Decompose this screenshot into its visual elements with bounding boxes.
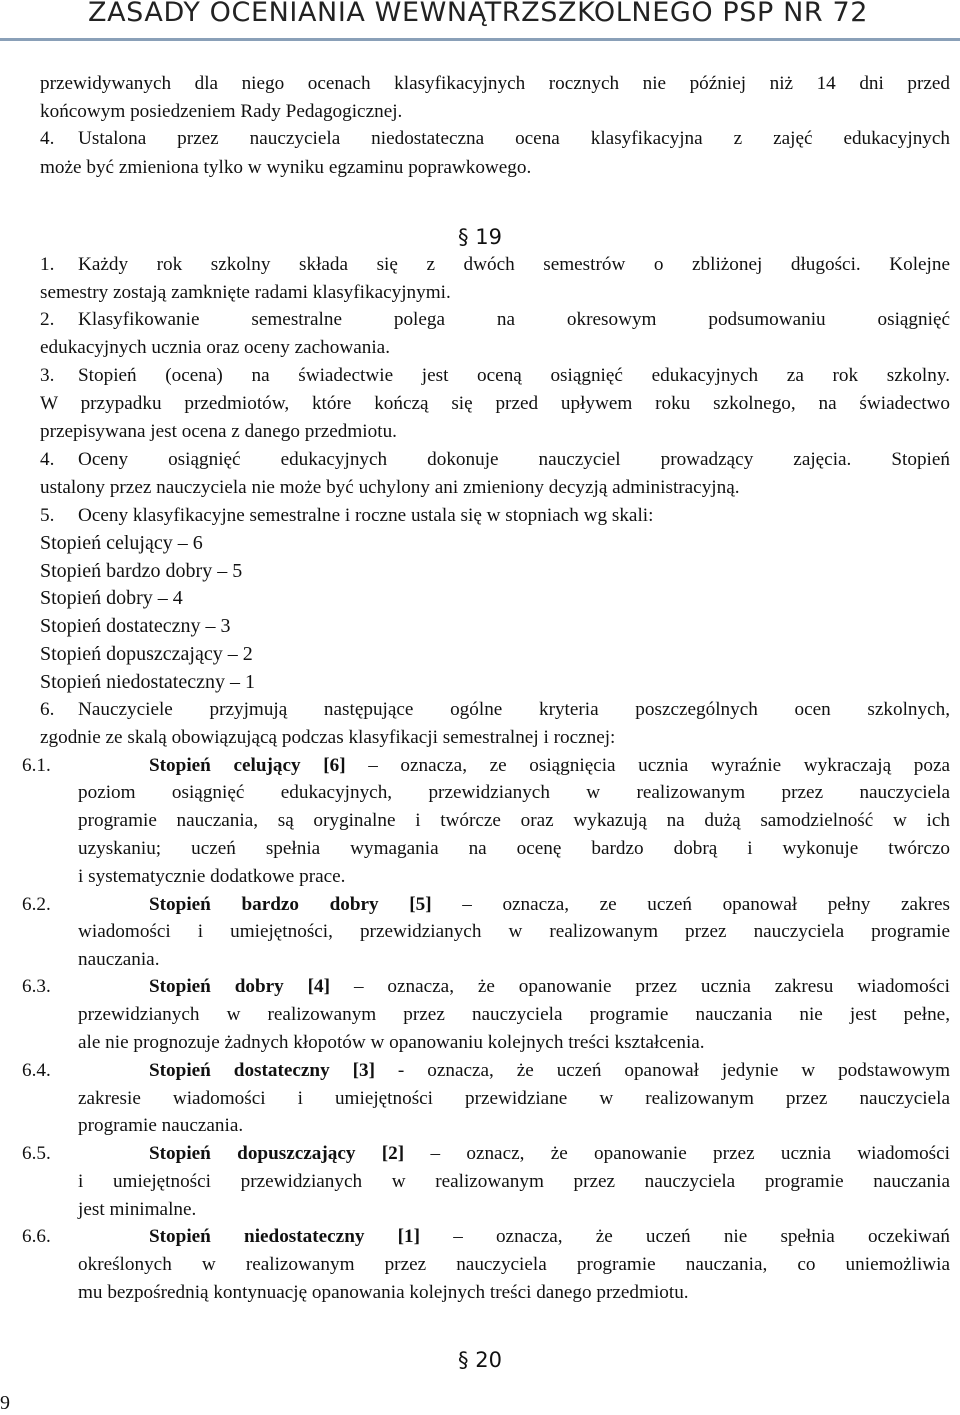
item-number: 3.	[40, 365, 55, 386]
criterion-line	[78, 1227, 950, 1246]
paragraph-line: zgodnie ze skalą obowiązującą podczas klasyfikacji semestralnej i rocznej:	[40, 727, 616, 748]
criterion-text: - oznacza, że uczeń opanował jedynie w podstawowym	[375, 1060, 950, 1081]
criterion-number: 6.2.	[22, 894, 51, 915]
criterion-number: 6.1.	[22, 755, 51, 776]
criterion-line	[78, 1061, 950, 1080]
grade-scale-item: Stopień bardzo dobry – 5	[40, 560, 243, 582]
list-item	[40, 506, 653, 525]
grade-scale-item: Stopień niedostateczny – 1	[40, 671, 255, 693]
paragraph-line: semestry zostają zamknięte radami klasyfikacyjnymi.	[40, 282, 451, 303]
criterion-line: ale nie prognozuje żadnych kłopotów w opanowaniu kolejnych treści kształcenia.	[78, 1032, 705, 1053]
criterion-line: wiadomości i umiejętności, przewidzianych w realizowanym przez nauczyciela programie	[78, 921, 950, 942]
item-text: Oceny osiągnięć edukacyjnych dokonuje nauczyciel prowadzący zajęcia. Stopień	[78, 449, 950, 470]
item-text: Klasyfikowanie semestralne polega na okresowym podsumowaniu osiągnięć	[78, 309, 950, 330]
criterion-line: uzyskaniu; uczeń spełnia wymagania na ocenę bardzo dobrą i wykonuje twórczo	[78, 838, 950, 859]
item-number: 2.	[40, 309, 55, 330]
criterion-line: i systematycznie dodatkowe prace.	[78, 866, 346, 887]
paragraph-line: końcowym posiedzeniem Rady Pedagogicznej.	[40, 101, 403, 122]
criterion-text: – oznacza, że uczeń nie spełnia oczekiwań	[420, 1226, 950, 1247]
criterion-line: zakresie wiadomości i umiejętności przewidziane w realizowanym przez nauczyciela	[78, 1088, 950, 1109]
item-number: 4.	[40, 449, 55, 470]
section-heading: § 20	[458, 1348, 502, 1372]
grade-scale-item: Stopień dopuszczający – 2	[40, 643, 253, 665]
criterion-text: – oznacza, ze uczeń opanował pełny zakres	[431, 894, 951, 915]
list-item	[40, 255, 950, 274]
grade-name: Stopień dobry [4]	[149, 976, 331, 997]
page-header	[0, 0, 960, 40]
grade-scale-item: Stopień dostateczny – 3	[40, 615, 231, 637]
section-heading: § 19	[458, 225, 502, 249]
criterion-line: programie nauczania.	[78, 1115, 244, 1136]
criterion-number: 6.3.	[22, 976, 51, 997]
item-text: Każdy rok szkolny składa się z dwóch semestrów o zbliżonej długości. Kolejne	[78, 254, 950, 275]
list-item	[40, 310, 950, 329]
item-text: Ustalona przez nauczyciela niedostateczna ocena klasyfikacyjna z zajęć edukacyjnych	[78, 128, 950, 149]
item-number: 4.	[40, 128, 55, 149]
criterion-line: programie nauczania, są oryginalne i twórcze oraz wykazują na dużą samodzielność w ich	[78, 810, 950, 831]
item-text: Oceny klasyfikacyjne semestralne i roczne ustala się w stopniach wg skali:	[78, 505, 654, 526]
paragraph-line: W przypadku przedmiotów, które kończą się przed upływem roku szkolnego, na świadectwo	[40, 393, 950, 414]
item-number: 5.	[40, 505, 55, 526]
grade-name: Stopień dostateczny [3]	[149, 1060, 375, 1081]
criterion-number: 6.6.	[22, 1226, 51, 1247]
item-text: Nauczyciele przyjmują następujące ogólne kryteria poszczególnych ocen szkolnych,	[78, 699, 950, 720]
criterion-line	[78, 1144, 950, 1163]
list-item	[40, 700, 950, 719]
criterion-line: przewidzianych w realizowanym przez nauczyciela programie nauczania nie jest pełne,	[78, 1004, 950, 1025]
paragraph-line: może być zmieniona tylko w wyniku egzaminu poprawkowego.	[40, 157, 532, 178]
paragraph-line: ustalony przez nauczyciela nie może być uchylony ani zmieniony decyzją administracyjną.	[40, 477, 740, 498]
list-item	[40, 129, 950, 148]
header-title: ZASADY OCENIANIA WEWNĄTRZSZKOLNEGO PSP NR 72	[88, 0, 869, 28]
criterion-number: 6.4.	[22, 1060, 51, 1081]
criterion-line	[78, 756, 950, 775]
criterion-text: – oznacza, że opanowanie przez ucznia zakresu wiadomości	[330, 976, 950, 997]
page-number: 9	[0, 1392, 10, 1414]
criterion-line: mu bezpośrednią kontynuację opanowania kolejnych treści danego przedmiotu.	[78, 1282, 689, 1303]
list-item	[40, 450, 950, 469]
criterion-line: określonych w realizowanym przez nauczyciela programie nauczania, co uniemożliwia	[78, 1254, 950, 1275]
grade-name: Stopień bardzo dobry [5]	[149, 894, 432, 915]
criterion-line	[78, 977, 950, 996]
criterion-line: i umiejętności przewidzianych w realizowanym przez nauczyciela programie nauczania	[78, 1171, 950, 1192]
grade-scale-item: Stopień dobry – 4	[40, 587, 183, 609]
criterion-number: 6.5.	[22, 1143, 51, 1164]
item-number: 1.	[40, 254, 55, 275]
criterion-line: nauczania.	[78, 949, 160, 970]
grade-name: Stopień niedostateczny [1]	[149, 1226, 421, 1247]
criterion-text: – oznacz, że opanowanie przez ucznia wiadomości	[404, 1143, 950, 1164]
criterion-line: jest minimalne.	[78, 1199, 197, 1220]
header-divider	[0, 38, 960, 41]
item-number: 6.	[40, 699, 55, 720]
list-item	[40, 366, 950, 385]
paragraph-line: przewidywanych dla niego ocenach klasyfikacyjnych rocznych nie później niż 14 dni przed	[40, 73, 950, 94]
item-text: Stopień (ocena) na świadectwie jest oceną osiągnięć edukacyjnych za rok szkolny.	[78, 365, 950, 386]
grade-scale-item: Stopień celujący – 6	[40, 532, 203, 554]
paragraph-line: edukacyjnych ucznia oraz oceny zachowania.	[40, 337, 390, 358]
criterion-line: poziom osiągnięć edukacyjnych, przewidzianych w realizowanym przez nauczyciela	[78, 782, 950, 803]
grade-name: Stopień dopuszczający [2]	[149, 1143, 405, 1164]
criterion-text: – oznacza, ze osiągnięcia ucznia wyraźnie wykraczają poza	[345, 755, 950, 776]
criterion-line	[78, 895, 950, 914]
paragraph-line: przepisywana jest ocena z danego przedmiotu.	[40, 421, 397, 442]
grade-name: Stopień celujący [6]	[149, 755, 346, 776]
